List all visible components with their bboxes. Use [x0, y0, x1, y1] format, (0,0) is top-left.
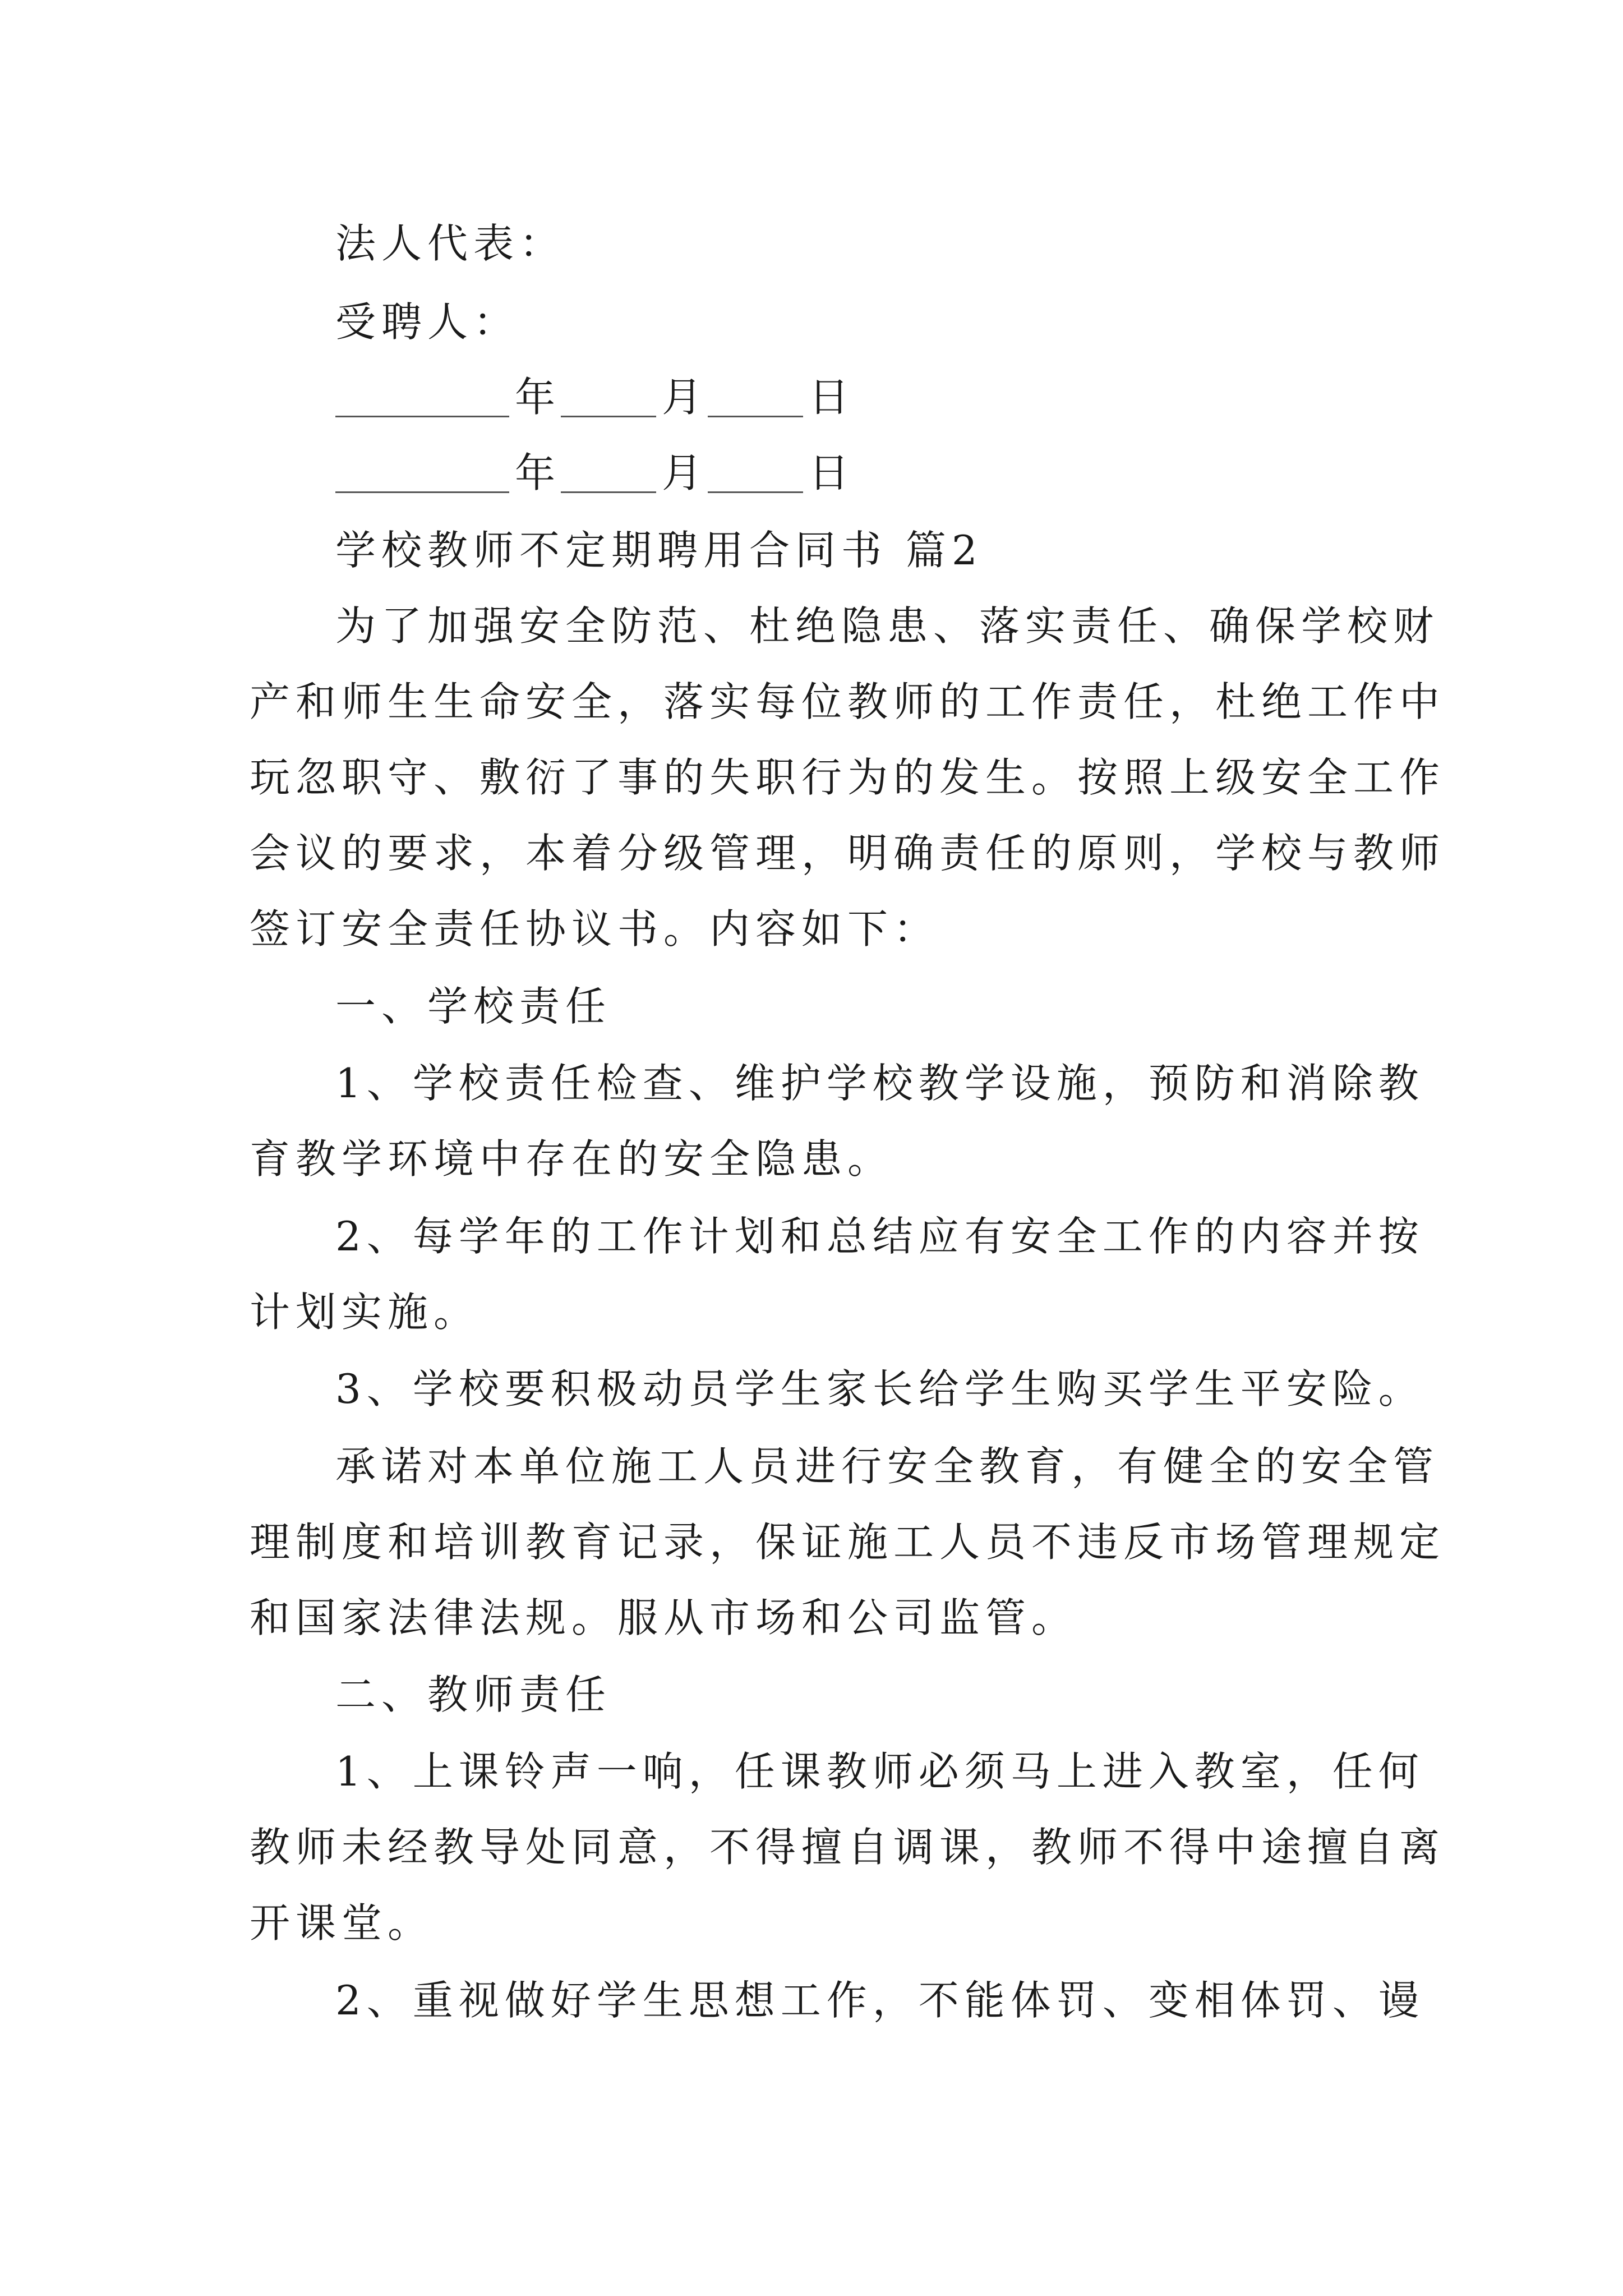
legal-rep-label: 法人代表： — [335, 220, 566, 267]
school-item-2: 2、每学年的工作计划和总结应有安全工作的内容并按 — [335, 1213, 1424, 1260]
year-label: 年 — [515, 374, 556, 421]
school-item-2-cont: 计划实施。 — [250, 1289, 480, 1336]
employee-label: 受聘人： — [335, 298, 520, 346]
year-label: 年 — [515, 449, 556, 496]
commit-line: 和国家法律法规。服从市场和公司监管。 — [250, 1594, 1078, 1641]
commit-line: 承诺对本单位施工人员进行安全教育，有健全的安全管 — [335, 1443, 1440, 1490]
teacher-item-2: 2、重视做好学生思想工作，不能体罚、变相体罚、谩 — [335, 1977, 1424, 2024]
day-blank — [708, 458, 803, 493]
month-label: 月 — [662, 374, 703, 421]
month-blank — [561, 458, 656, 493]
day-blank — [708, 382, 803, 417]
date-line-2 — [335, 449, 855, 496]
intro-line: 为了加强安全防范、杜绝隐患、落实责任、确保学校财 — [335, 602, 1440, 650]
commit-line: 理制度和培训教育记录，保证施工人员不违反市场管理规定 — [250, 1519, 1446, 1566]
intro-line: 产和师生生命安全，落实每位教师的工作责任，杜绝工作中 — [250, 678, 1446, 725]
school-item-1-cont: 育教学环境中存在的安全隐患。 — [250, 1135, 894, 1182]
year-blank — [335, 458, 509, 493]
intro-line: 玩忽职守、敷衍了事的失职行为的发生。按照上级安全工作 — [250, 754, 1446, 801]
day-label: 日 — [809, 374, 850, 421]
month-blank — [561, 382, 656, 417]
school-item-3: 3、学校要积极动员学生家长给学生购买学生平安险。 — [335, 1365, 1424, 1412]
year-blank — [335, 382, 509, 417]
teacher-item-1-cont: 教师未经教导处同意，不得擅自调课，教师不得中途擅自离 — [250, 1824, 1446, 1871]
teacher-heading: 二、教师责任 — [335, 1671, 612, 1718]
teacher-item-1-cont: 开课堂。 — [250, 1899, 434, 1947]
school-item-1: 1、学校责任检查、维护学校教学设施，预防和消除教 — [335, 1060, 1424, 1107]
date-line-1 — [335, 374, 855, 421]
section-title: 学校教师不定期聘用合同书 篇2 — [335, 527, 983, 574]
school-heading: 一、学校责任 — [335, 983, 612, 1030]
day-label: 日 — [809, 449, 850, 496]
month-label: 月 — [662, 449, 703, 496]
teacher-item-1: 1、上课铃声一响，任课教师必须马上进入教室，任何 — [335, 1748, 1424, 1795]
intro-line: 签订安全责任协议书。内容如下： — [250, 905, 940, 953]
intro-line: 会议的要求，本着分级管理，明确责任的原则，学校与教师 — [250, 830, 1446, 877]
